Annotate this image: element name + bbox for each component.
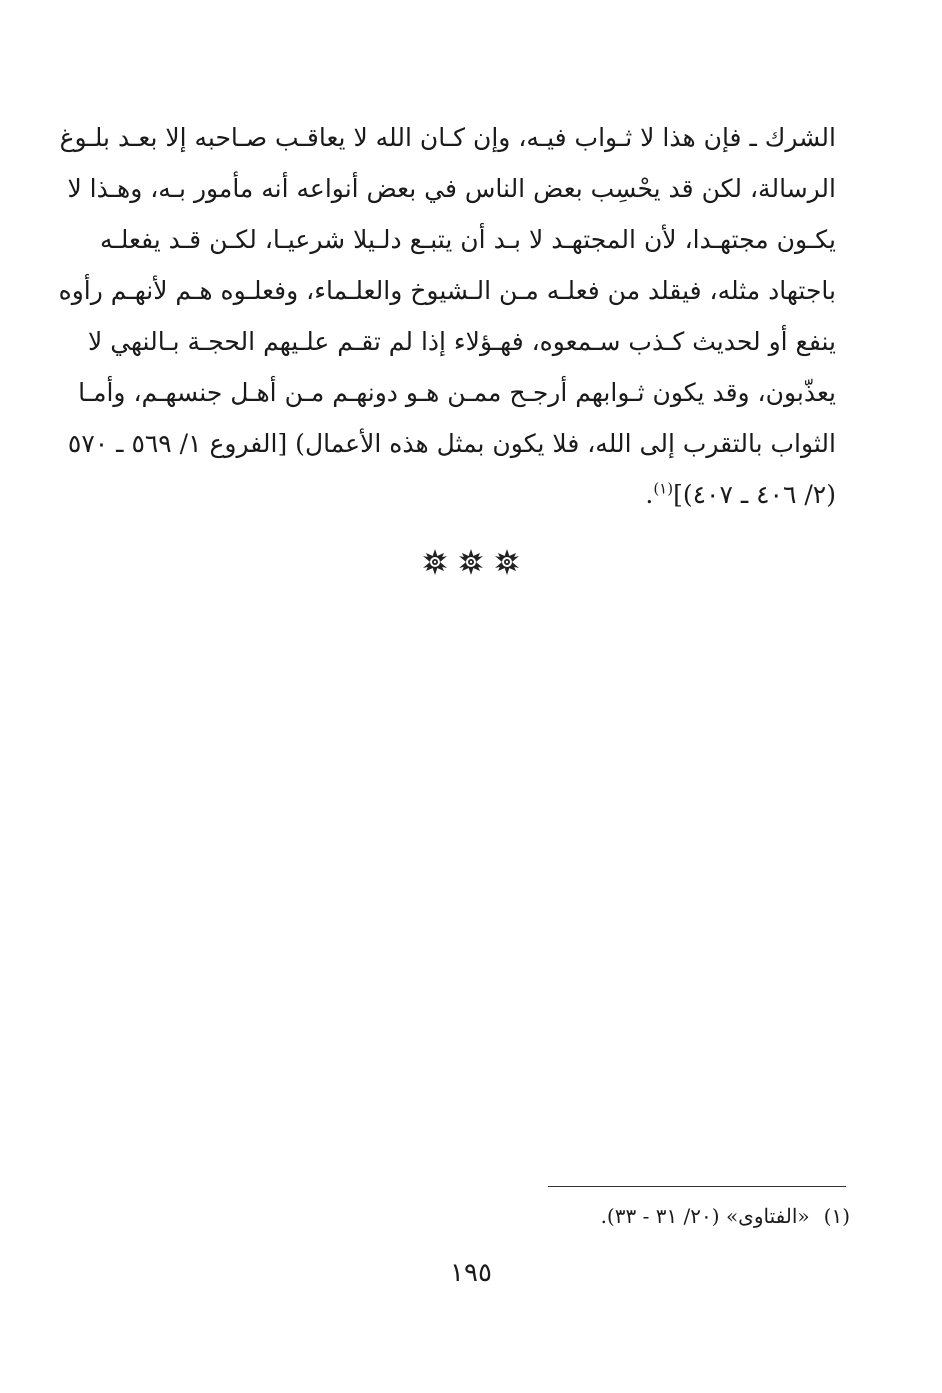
page-number: ١٩٥ bbox=[450, 1258, 492, 1288]
star-ornament-icon bbox=[457, 548, 485, 576]
body-line-8 bbox=[100, 469, 836, 520]
body-line-2: الرسالة، لكن قد يحْسِب بعض الناس في بعض أنواعه أنه مأمور بـه، وهـذا لا bbox=[67, 174, 836, 203]
body-text bbox=[58, 112, 836, 520]
end-punctuation: . bbox=[645, 480, 654, 509]
body-line-8-text: (٢/ ٤٠٦ ـ ٤٠٧)] bbox=[673, 480, 836, 509]
footnote-separator bbox=[548, 1186, 846, 1187]
body-line-3: يكـون مجتهـدا، لأن المجتهـد لا بـد أن يتبـع دلـيلا شرعيـا، لكـن قـد يفعلـه bbox=[100, 225, 836, 254]
body-line-1: الشرك ـ فإن هذا لا ثـواب فيـه، وإن كـان الله لا يعاقـب صـاحبه إلا بعـد بلـوغ bbox=[59, 123, 836, 152]
star-ornament-icon bbox=[493, 548, 521, 576]
footnote-number: (١) bbox=[823, 1204, 850, 1228]
section-divider-ornaments bbox=[0, 548, 942, 576]
footnote-reference[interactable]: (١) bbox=[653, 479, 674, 498]
footnote-text: «الفتاوى» (٢٠/ ٣١ - ٣٣). bbox=[600, 1204, 810, 1228]
body-line-4: باجتهاد مثله، فيقلد من فعلـه مـن الـشيوخ والعلـماء، وفعلـوه هـم لأنهـم رأوه bbox=[58, 276, 836, 305]
body-line-7: الثواب بالتقرب إلى الله، فلا يكون بمثل هذه الأعمال) [الفروع ١/ ٥٦٩ ـ ٥٧٠ bbox=[67, 429, 836, 458]
body-line-6: يعذّبون، وقد يكون ثـوابهم أرجـح ممـن هـو دونهـم مـن أهـل جنسهـم، وأمـا bbox=[78, 378, 836, 407]
star-ornament-icon bbox=[421, 548, 449, 576]
footnote bbox=[601, 1200, 850, 1232]
body-line-5: ينفع أو لحديث كـذب سـمعوه، فهـؤلاء إذا لم تقـم علـيهم الحجـة بـالنهي لا bbox=[87, 327, 836, 356]
